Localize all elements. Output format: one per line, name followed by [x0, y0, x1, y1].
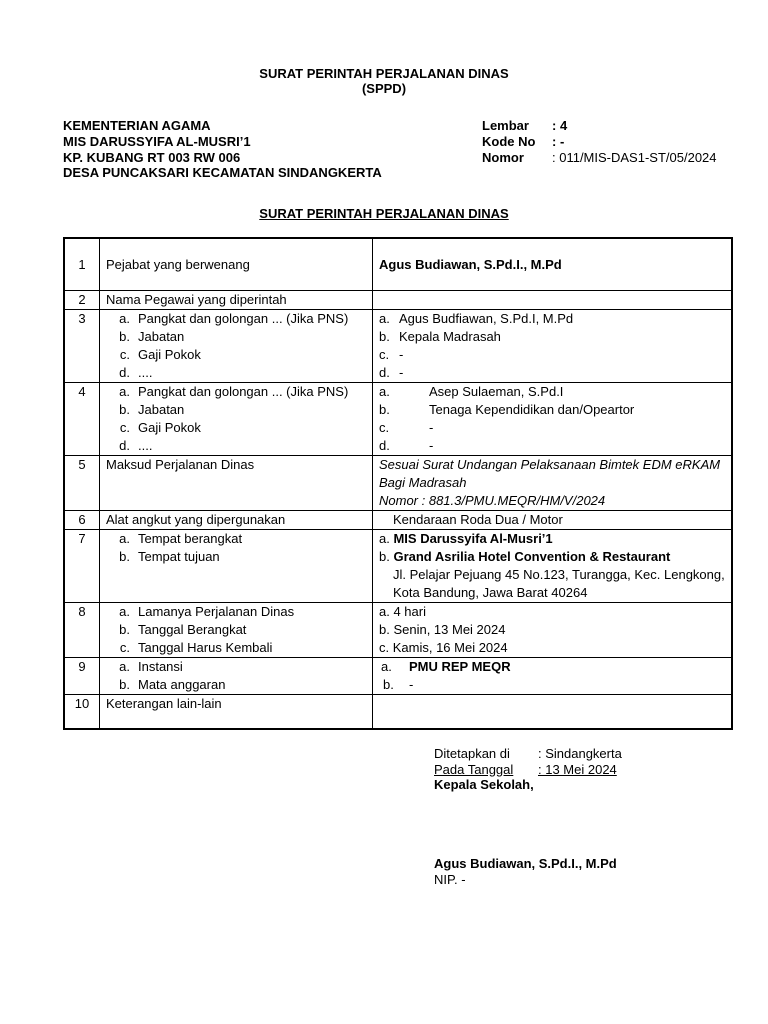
signature-block	[434, 746, 622, 793]
list-item: c. Kamis, 16 Mei 2024	[379, 640, 508, 655]
signatory-nip: NIP. -	[434, 872, 466, 887]
address-line: Jl. Pelajar Pejuang 45 No.123, Turangga, Kec. Lengkong,	[393, 567, 725, 582]
sppd-table	[63, 237, 733, 730]
institution-line: DESA PUNCAKSARI KECAMATAN SINDANGKERTA	[63, 165, 382, 181]
row-description: Pejabat yang berwenang	[100, 238, 373, 291]
row-number: 5	[78, 457, 86, 472]
meta-value-kode: : -	[552, 133, 565, 149]
row-value	[379, 695, 731, 713]
list-item: d. -	[379, 438, 434, 453]
table-row	[64, 658, 732, 695]
list-item: b. Tenaga Kependidikan dan/Opeartor	[379, 402, 635, 417]
signatory-position: Kepala Sekolah,	[434, 777, 534, 792]
list-item: a. PMU REP MEQR	[381, 659, 511, 674]
list-item: c. Tanggal Harus Kembali	[119, 640, 273, 655]
row-value-line: Bagi Madrasah	[379, 475, 467, 490]
list-item: b. Mata anggaran	[119, 677, 226, 692]
list-item: b. Tempat tujuan	[119, 549, 220, 564]
list-item: a. Pangkat dan golongan ... (Jika PNS)	[119, 384, 349, 399]
row-value-line: Sesuai Surat Undangan Pelaksanaan Bimtek EDM eRKAM	[379, 457, 721, 472]
row-description: Alat angkut yang dipergunakan	[106, 512, 286, 527]
list-item: b. Tanggal Berangkat	[119, 622, 247, 637]
list-item: b. Kepala Madrasah	[379, 329, 501, 344]
list-item: a. Agus Budfiawan, S.Pd.I, M.Pd	[379, 311, 574, 326]
list-item: a. Instansi	[119, 659, 183, 674]
date-value: : 13 Mei 2024	[538, 761, 617, 777]
institution-header	[63, 118, 382, 181]
list-item: c. -	[379, 420, 434, 435]
address-line: Kota Bandung, Jawa Barat 40264	[393, 585, 588, 600]
list-item: c. Gaji Pokok	[119, 347, 201, 362]
list-item: c. Gaji Pokok	[119, 420, 201, 435]
list-item: b. Jabatan	[119, 329, 185, 344]
table-row	[64, 603, 732, 658]
list-item: d. ....	[119, 365, 153, 380]
row-value	[379, 291, 731, 309]
list-item: b. Grand Asrilia Hotel Convention & Restaurant	[379, 549, 671, 564]
list-item: b. -	[383, 677, 414, 692]
date-row	[434, 762, 622, 778]
table-row	[64, 291, 732, 310]
institution-line: KEMENTERIAN AGAMA	[63, 118, 211, 133]
meta-label-kode: Kode No	[482, 133, 536, 149]
table-row	[64, 456, 732, 511]
row-number: 3	[78, 311, 86, 326]
list-item: a. Asep Sulaeman, S.Pd.I	[379, 384, 564, 399]
row-number: 7	[78, 531, 86, 546]
document-title: SURAT PERINTAH PERJALANAN DINAS	[259, 66, 509, 81]
institution-line: MIS DARUSSYIFA AL-MUSRI’1	[63, 133, 251, 149]
list-item: a. 4 hari	[379, 604, 426, 619]
place-value: : Sindangkerta	[538, 746, 622, 761]
row-value-line: Nomor : 881.3/PMU.MEQR/HM/V/2024	[379, 493, 606, 508]
table-row	[64, 695, 732, 730]
list-item: b. Senin, 13 Mei 2024	[379, 622, 506, 637]
list-item: a. Tempat berangkat	[119, 531, 243, 546]
institution-line: KP. KUBANG RT 003 RW 006	[63, 149, 241, 165]
section-title: SURAT PERINTAH PERJALANAN DINAS	[259, 206, 509, 221]
row-number: 9	[78, 659, 86, 674]
row-description: Maksud Perjalanan Dinas	[106, 457, 255, 472]
row-number: 8	[78, 604, 86, 619]
place-label: Ditetapkan di	[434, 746, 510, 761]
date-label: Pada Tanggal	[434, 761, 514, 777]
list-item: b. Jabatan	[119, 402, 185, 417]
row-number: 2	[78, 292, 86, 307]
row-number: 1	[64, 238, 100, 291]
table-row	[64, 310, 732, 383]
table-row	[64, 383, 732, 456]
table-row	[64, 530, 732, 603]
document-meta	[482, 118, 717, 165]
table-row	[64, 238, 732, 291]
list-item: c. -	[379, 347, 404, 362]
signatory-name: Agus Budiawan, S.Pd.I., M.Pd	[434, 856, 617, 871]
row-number: 10	[74, 696, 90, 711]
row-number: 4	[78, 384, 86, 399]
list-item: d. ....	[119, 438, 153, 453]
row-value: Kendaraan Roda Dua / Motor	[393, 512, 563, 527]
row-number: 6	[78, 512, 86, 527]
meta-label-lembar: Lembar	[482, 118, 529, 133]
meta-label-nomor: Nomor	[482, 149, 524, 165]
list-item: a. Pangkat dan golongan ... (Jika PNS)	[119, 311, 349, 326]
row-description: Nama Pegawai yang diperintah	[106, 292, 287, 307]
row-description: Keterangan lain-lain	[106, 696, 222, 711]
list-item: a. MIS Darussyifa Al-Musri’1	[379, 531, 553, 546]
row-value: Agus Budiawan, S.Pd.I., M.Pd	[373, 238, 733, 291]
meta-value-lembar: : 4	[552, 118, 568, 133]
list-item: a. Lamanya Perjalanan Dinas	[119, 604, 295, 619]
table-row	[64, 511, 732, 530]
list-item: d. -	[379, 365, 404, 380]
document-subtitle: (SPPD)	[361, 81, 407, 96]
meta-value-nomor: : 011/MIS-DAS1-ST/05/2024	[552, 149, 717, 165]
